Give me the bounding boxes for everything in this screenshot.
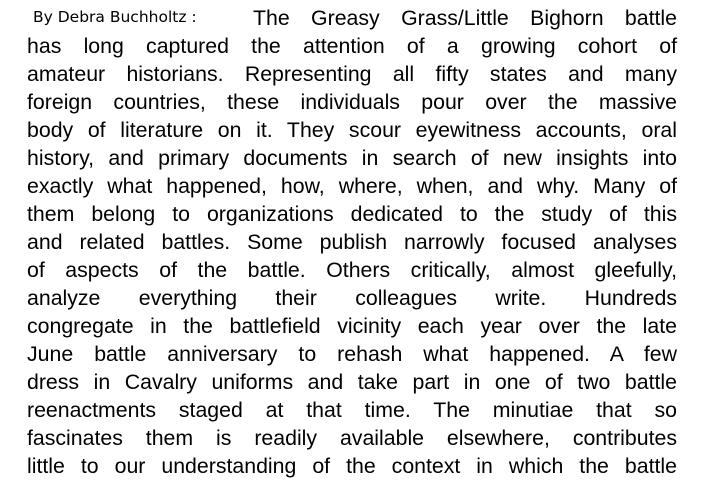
paragraph-line: them belong to organizations dedicated to the study of this <box>27 202 677 226</box>
paragraph-line: little to our understanding of the context in which the battle <box>27 454 677 478</box>
paragraph-line: June battle anniversary to rehash what happened. A few <box>27 342 677 366</box>
paragraph-line: foreign countries, these individuals pour over the massive <box>27 90 677 114</box>
paragraph-line: of aspects of the battle. Others critically, almost gleefully, <box>27 258 677 282</box>
paragraph-line: dress in Cavalry uniforms and take part in one of two battle <box>27 370 677 394</box>
paragraph-line: exactly what happened, how, where, when, and why. Many of <box>27 174 677 198</box>
paragraph-line: reenactments staged at that time. The minutiae that so <box>27 398 677 422</box>
paragraph-line: fascinates them is readily available elsewhere, contributes <box>27 426 677 450</box>
paragraph-line: has long captured the attention of a growing cohort of <box>27 34 677 58</box>
paragraph-line: The Greasy Grass/Little Bighorn battle <box>253 6 677 30</box>
paragraph-line: and related battles. Some publish narrowly focused analyses <box>27 230 677 254</box>
paragraph-line: congregate in the battlefield vicinity each year over the late <box>27 314 677 338</box>
paragraph-line: body of literature on it. They scour eyewitness accounts, oral <box>27 118 677 142</box>
paragraph-line: history, and primary documents in search of new insights into <box>27 146 677 170</box>
paragraph-line: analyze everything their colleagues write. Hundreds <box>27 286 677 310</box>
author-byline: By Debra Buchholtz : <box>33 8 197 26</box>
paragraph-line: amateur historians. Representing all fifty states and many <box>27 62 677 86</box>
